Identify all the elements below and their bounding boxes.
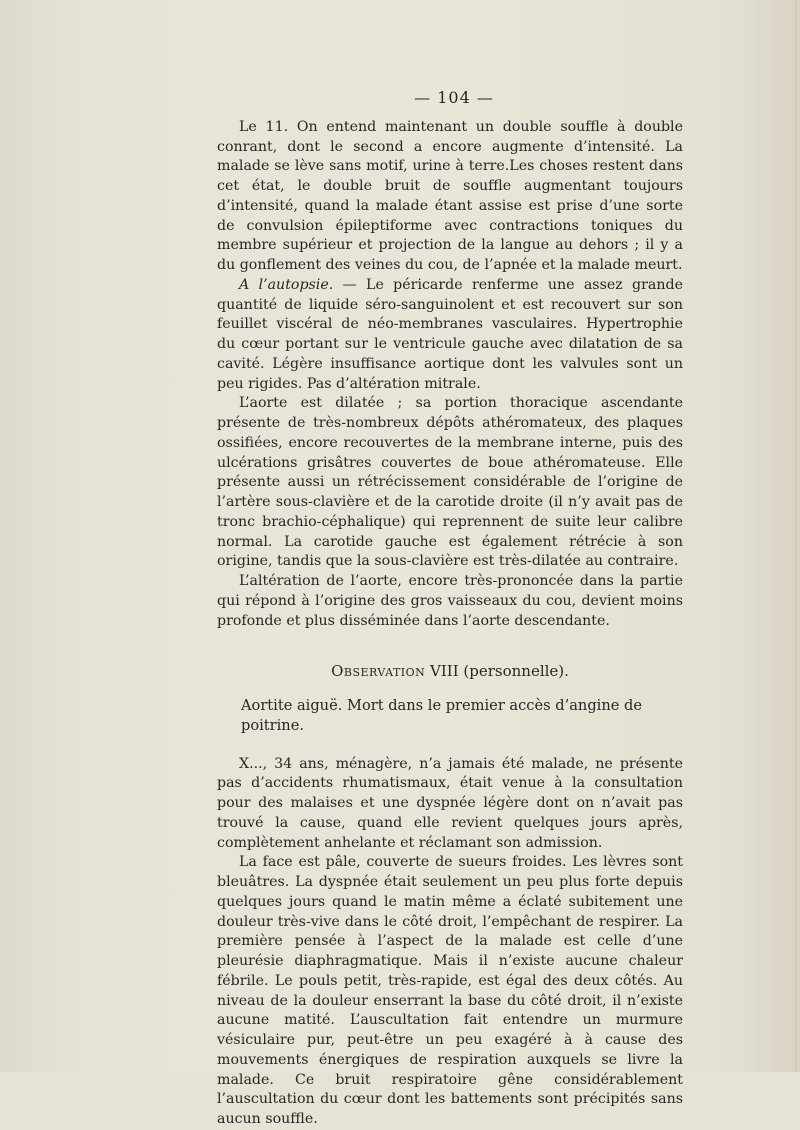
page-text-block [217,88,683,1130]
paragraph-examination [217,853,683,1130]
observation-heading [217,662,683,682]
page-number: — 104 — [414,88,494,107]
observation-subheading: Aortite aiguë. Mort dans le premier accès d’angine de poitrine. [241,697,642,734]
paragraph-day-11 [217,118,683,276]
observation-label: Observation [331,662,426,681]
paragraph-patient-history [217,755,683,854]
autopsy-label: A l’autopsie. [239,276,334,293]
paragraph-text: La face est pâle, couverte de sueurs froides. Les lèvres sont bleuâtres. La dyspnée était seulement un peu plus forte depuis quelques jours quand le matin même a éclaté subitement une douleur très-vive dans le côté droit, l’empêchant de respirer. La première pensée à l’aspect de la malade est celle d’une pleurésie diaphragmatique. Mais il n’existe aucune chaleur fébrile. Le pouls petit, très-rapide, est égal des deux côtés. Au niveau de la douleur enserrant la base du côté droit, il n’existe aucune matité. L’auscultation fait entendre un murmure vésiculaire pur, peut-être un peu exagéré à à cause des mouvements énergiques de respiration auxquels se livre la malade. Ce bruit respiratoire gêne considérablement l’auscultation du cœur dont les battements sont précipités sans aucun souffle. [217,854,683,1127]
paragraph-text: Le 11. On entend maintenant un double souffle à double conrant, dont le second a encore augmente d’intensité. La malade se lève sans motif, urine à terre.Les choses restent dans cet état, le double bruit de souffle augmentant toujours d’intensité, quand la malade étant assise est prise d’une sorte de convulsion épileptiforme avec contractions toniques du membre supérieur et projection de la langue au dehors ; il y a du gonflement des veines du cou, de l’apnée et la malade meurt. [217,118,683,273]
paragraph-text: L’aorte est dilatée ; sa portion thoracique ascendante présente de très-nombreux dépôts athéromateux, des plaques ossifiées, encore recouvertes de la membrane interne, puis des ulcérations grisâtres couvertes de boue athéromateuse. Elle présente aussi un rétrécissement considérable de l’origine de l’artère sous-clavière et de la carotide droite (il n’y avait pas de tronc brachio-céphalique) qui reprennent de suite leur calibre normal. La carotide gauche est également rétrécie à son origine, tandis que la sous-clavière est très-dilatée au contraire. [217,395,683,570]
page-edge-shadow [795,0,797,1072]
paragraph-autopsy [217,276,683,395]
paragraph-text: X..., 34 ans, ménagère, n’a jamais été malade, ne présente pas d’accidents rhumatismaux, était venue à la consultation pour des malaises et une dyspnée légère dont on n’avait pas trouvé la cause, quand elle revient quelques jours après, complètement anhelante et réclamant son admission. [217,755,683,851]
paragraph-aorta-alteration [217,572,683,631]
paragraph-text: — Le péricarde renferme une assez grande quantité de liquide séro-sanguinolent et est recouvert sur son feuillet viscéral de néo-membranes vasculaires. Hypertrophie du cœur portant sur le ventricule gauche avec dilatation de sa cavité. Légère insuffisance aortique dont les valvules sont un peu rigides. Pas d’altération mitrale. [217,276,683,392]
paragraph-aorta [217,394,683,572]
paragraph-text: L’altération de l’aorte, encore très-prononcée dans la partie qui répond à l’origine des gros vaisseaux du cou, devient moins profonde et plus disséminée dans l’aorte descendante. [217,573,683,629]
observation-number: VIII (personnelle). [425,662,569,681]
